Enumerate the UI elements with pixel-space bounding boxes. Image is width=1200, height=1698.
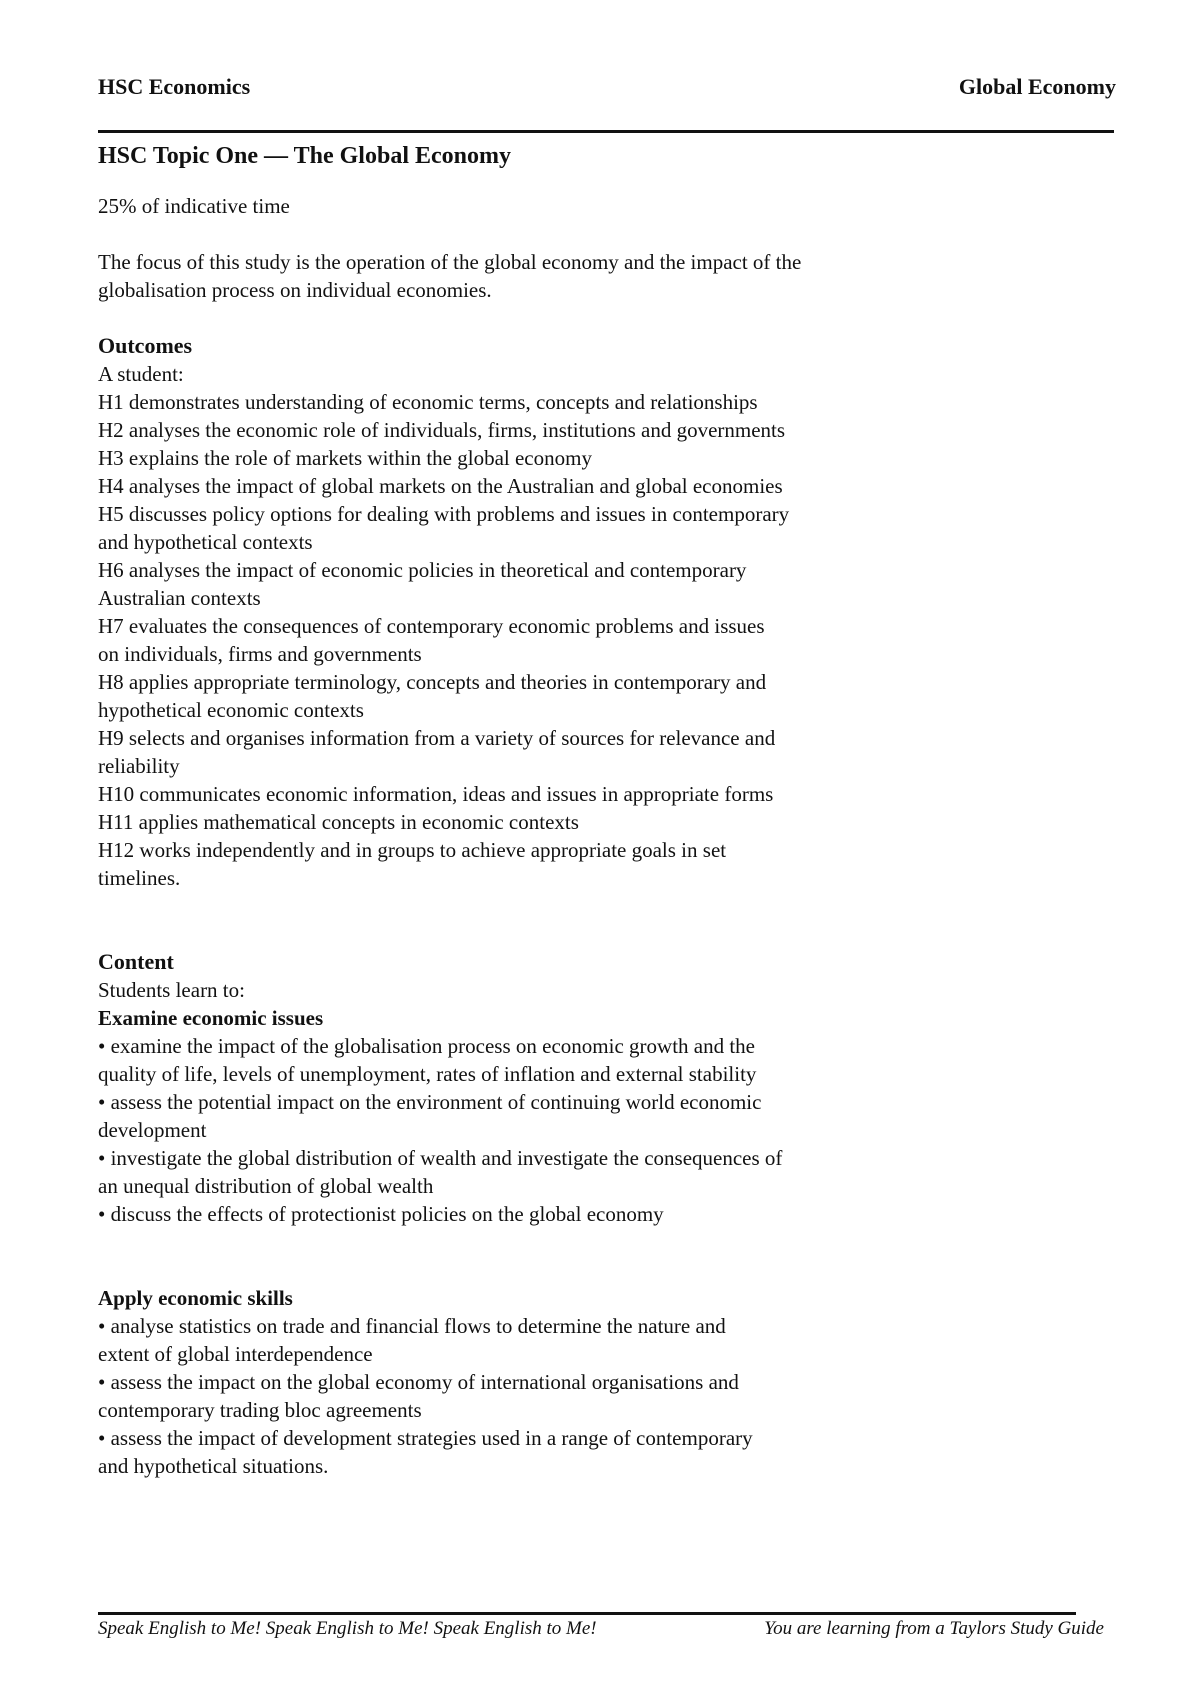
list-item: • investigate the global distribution of wealth and investigate the consequences of	[98, 1146, 783, 1170]
content-intro: Students learn to:	[98, 978, 245, 1002]
outcome-line: H11 applies mathematical concepts in economic contexts	[98, 810, 579, 834]
outcome-line: H8 applies appropriate terminology, concepts and theories in contemporary and	[98, 670, 767, 694]
footer-rule	[98, 1612, 1076, 1615]
list-item: and hypothetical situations.	[98, 1454, 329, 1478]
list-item: development	[98, 1118, 207, 1142]
list-item: quality of life, levels of unemployment, rates of inflation and external stability	[98, 1062, 757, 1086]
outcome-line: H3 explains the role of markets within the global economy	[98, 446, 592, 470]
examine-list	[98, 1032, 998, 1228]
outcome-line: timelines.	[98, 866, 181, 890]
outcome-line: H12 works independently and in groups to achieve appropriate goals in set	[98, 838, 727, 862]
outcomes-heading: Outcomes	[98, 333, 193, 358]
focus-paragraph	[98, 248, 998, 304]
list-item: • assess the impact of development strategies used in a range of contemporary	[98, 1426, 753, 1450]
focus-line: globalisation process on individual economies.	[98, 278, 492, 302]
list-item: • assess the potential impact on the environment of continuing world economic	[98, 1090, 762, 1114]
outcome-line: H7 evaluates the consequences of contemporary economic problems and issues	[98, 614, 765, 638]
list-item: extent of global interdependence	[98, 1342, 373, 1366]
outcome-line: on individuals, firms and governments	[98, 642, 422, 666]
list-item: • discuss the effects of protectionist policies on the global economy	[98, 1202, 664, 1226]
outcome-line: H2 analyses the economic role of individuals, firms, institutions and governments	[98, 418, 786, 442]
outcome-line: H4 analyses the impact of global markets on the Australian and global economies	[98, 474, 783, 498]
indicative-time: 25% of indicative time	[98, 194, 290, 218]
apply-list	[98, 1312, 998, 1480]
outcome-line: and hypothetical contexts	[98, 530, 313, 554]
list-item: contemporary trading bloc agreements	[98, 1398, 422, 1422]
content-heading: Content	[98, 949, 174, 974]
list-item: • analyse statistics on trade and financial flows to determine the nature and	[98, 1314, 726, 1338]
focus-line: The focus of this study is the operation of the global economy and the impact of the	[98, 250, 802, 274]
outcome-line: hypothetical economic contexts	[98, 698, 364, 722]
page-title: HSC Topic One — The Global Economy	[98, 143, 511, 169]
outcome-line: H6 analyses the impact of economic policies in theoretical and contemporary	[98, 558, 747, 582]
outcomes-list	[98, 388, 998, 892]
footer-left: Speak English to Me! Speak English to Me! Speak English to Me!	[98, 1618, 597, 1639]
outcomes-intro: A student:	[98, 362, 184, 386]
document-body	[98, 136, 998, 1480]
outcome-line: H9 selects and organises information from a variety of sources for relevance and	[98, 726, 776, 750]
apply-heading: Apply economic skills	[98, 1286, 293, 1310]
footer-right: You are learning from a Taylors Study Guide	[764, 1618, 1104, 1639]
header-right: Global Economy	[958, 74, 1116, 99]
outcome-line: reliability	[98, 754, 180, 778]
header-left: HSC Economics	[98, 74, 251, 99]
outcome-line: H5 discusses policy options for dealing with problems and issues in contemporary	[98, 502, 790, 526]
outcome-line: Australian contexts	[98, 586, 261, 610]
list-item: an unequal distribution of global wealth	[98, 1174, 434, 1198]
outcome-line: H10 communicates economic information, ideas and issues in appropriate forms	[98, 782, 774, 806]
examine-heading: Examine economic issues	[98, 1006, 324, 1030]
list-item: • examine the impact of the globalisation process on economic growth and the	[98, 1034, 755, 1058]
outcome-line: H1 demonstrates understanding of economic terms, concepts and relationships	[98, 390, 758, 414]
list-item: • assess the impact on the global economy of international organisations and	[98, 1370, 739, 1394]
header-rule	[98, 130, 1114, 133]
